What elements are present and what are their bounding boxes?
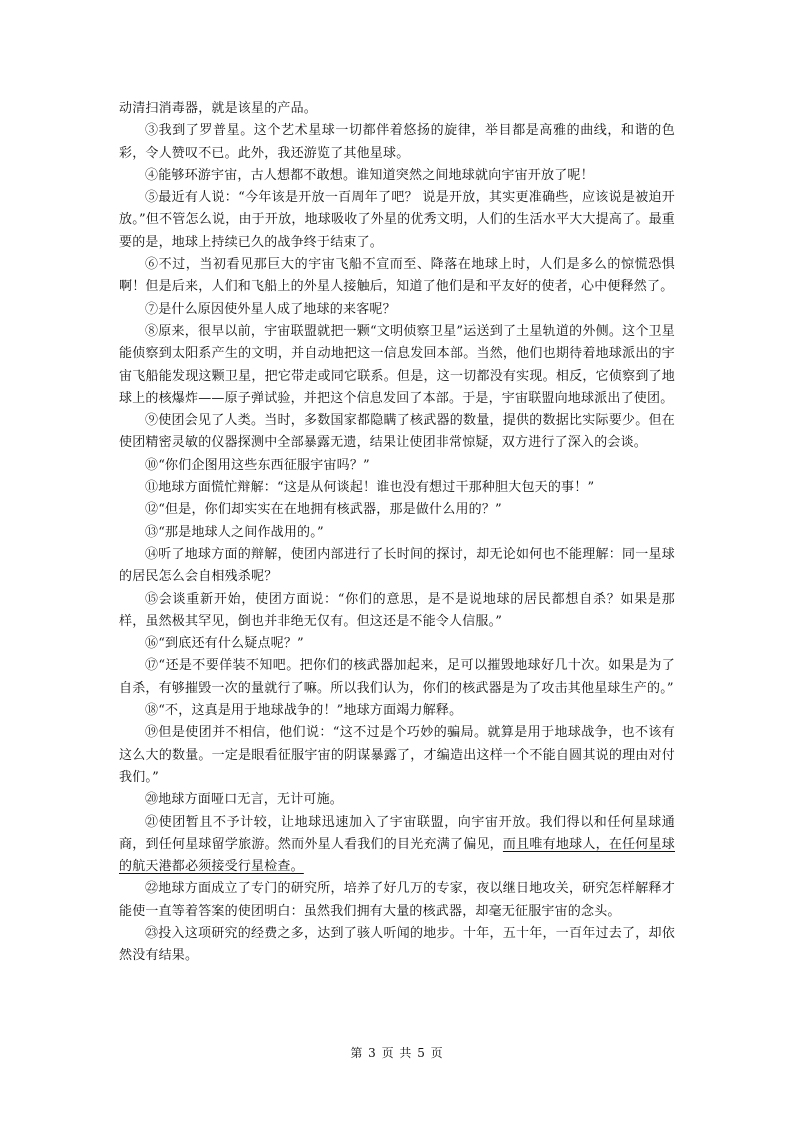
underlined-sentence: 而且唯有地球人，在任何星球的航天港都必须接受行星检查。: [119, 836, 675, 875]
article-body: [119, 98, 675, 968]
paragraph: [119, 789, 675, 811]
paragraph-text: ㉑使团暂且不予计较，让地球迅速加入了宇宙联盟，向宇宙开放。我们得以和任何星球通商，到任何星球留学旅游。然而外星人看我们的目光充满了偏见，: [119, 814, 675, 852]
paragraph-text: ⑰“还是不要佯装不知吧。把你们的核武器加起来，足可以摧毁地球好几十次。如果是为了自杀，有够摧毁一次的量就行了嘛。所以我们认为，你们的核武器是为了攻击其他星球生产的。”: [119, 658, 675, 696]
paragraph-text: ⑤最近有人说：“今年该是开放一百周年了吧？ 说是开放，其实更准确些，应该说是被迫开放。”但不管怎么说，由于开放，地球吸收了外星的优秀文明，人们的生活水平大大提高了。最重要的是，地球上持续已久的战争终于结束了。: [119, 190, 675, 250]
paragraph: [119, 321, 675, 410]
paragraph-text: ⑦是什么原因使外星人成了地球的来客呢？: [145, 301, 396, 317]
paragraph-text: ㉒地球方面成立了专门的研究所，培养了好几万的专家，夜以继日地攻关，研究怎样解释才能使一直等着答案的使团明白：虽然我们拥有大量的核武器，却毫无征服宇宙的念头。: [119, 881, 675, 919]
paragraph-text: ⑩“你们企图用这些东西征服宇宙吗？”: [145, 457, 370, 473]
paragraph: [119, 700, 675, 722]
paragraph-text: ⑬“那是地球人之间作战用的。”: [145, 524, 324, 540]
paragraph: [119, 499, 675, 521]
paragraph: [119, 544, 675, 589]
paragraph-text: ④能够环游宇宙，古人想都不敢想。谁知道突然之间地球就向宇宙开放了呢！: [145, 167, 594, 183]
paragraph: [119, 589, 675, 634]
paragraph: [119, 633, 675, 655]
paragraph-text: 动清扫消毒器，就是该星的产品。: [119, 101, 318, 116]
paragraph-text: ⑲但是使团并不相信，他们说：“这不过是个巧妙的骗局。就算是用于地球战争，也不该有这么大的数量。一定是眼看征服宇宙的阴谋暴露了，才编造出这样一个不能自圆其说的理由对付我们。”: [119, 725, 675, 785]
paragraph-text: ⑳地球方面哑口无言，无计可施。: [145, 792, 344, 808]
paragraph-text: ㉓投入这项研究的经费之多，达到了骇人听闻的地步。十年，五十年，一百年过去了，却依然没有结果。: [119, 925, 675, 964]
paragraph: [119, 299, 675, 321]
paragraph-text: ⑱“不，这真是用于地球战争的！”地球方面竭力解释。: [145, 703, 463, 719]
paragraph: [119, 120, 675, 165]
paragraph: [119, 165, 675, 187]
paragraph: [119, 410, 675, 455]
paragraph: [119, 923, 675, 968]
paragraph-text: ⑨使团会见了人类。当时，多数国家都隐瞒了核武器的数量，提供的数据比实际要少。但在使团精密灵敏的仪器探测中全部暴露无遗，结果让使团非常惊疑，双方进行了深入的会谈。: [119, 413, 675, 451]
paragraph: [119, 812, 675, 879]
paragraph-text: ⑮会谈重新开始，使团方面说：“你们的意思，是不是说地球的居民都想自杀？如果是那样，虽然极其罕见，倒也并非绝无仅有。但这还是不能令人信服。”: [119, 591, 675, 629]
paragraph: [119, 477, 675, 499]
paragraph: [119, 878, 675, 923]
paragraph-text: ⑪地球方面慌忙辩解：“这是从何谈起！谁也没有想过干那种胆大包天的事！”: [145, 480, 595, 496]
paragraph-text: ⑥不过，当初看见那巨大的宇宙飞船不宣而至、降落在地球上时，人们是多么的惊慌恐惧啊！但是后来，人们和飞船上的外星人接触后，知道了他们是和平友好的使者，心中便释然了。: [119, 257, 675, 295]
paragraph: [119, 254, 675, 299]
paragraph-text: ⑭听了地球方面的辩解，使团内部进行了长时间的探讨，却无论如何也不能理解：同一星球的居民怎么会自相残杀呢？: [119, 546, 675, 585]
paragraph: [119, 455, 675, 477]
paragraph-text: ⑫“但是，你们却实实在在地拥有核武器，那是做什么用的？”: [145, 502, 502, 518]
paragraph: [119, 522, 675, 544]
paragraph-text: ③我到了罗普星。这个艺术星球一切都伴着悠扬的旋律，举目都是高雅的曲线，和谐的色彩，令人赞叹不已。此外，我还游览了其他星球。: [119, 123, 675, 161]
paragraph: [119, 722, 675, 789]
paragraph: [119, 655, 675, 700]
page-footer: 第 3 页 共 5 页: [350, 1046, 444, 1060]
paragraph-text: ⑯“到底还有什么疑点呢？”: [145, 636, 304, 652]
paragraph: [119, 187, 675, 254]
paragraph-text: ⑧原来，很早以前，宇宙联盟就把一颗“文明侦察卫星”运送到了土星轨道的外侧。这个卫星能侦察到太阳系产生的文明，并自动地把这一信息发回本部。当然，他们也期待着地球派出的宇宙飞船能发现这颗卫星，把它带走或同它联系。但是，这一切都没有实现。相反，它侦察到了地球上的核爆炸——原子弹试验，并把这个信息发回了本部。于是，宇宙联盟向地球派出了使团。: [119, 323, 675, 406]
paragraph: [119, 98, 675, 120]
